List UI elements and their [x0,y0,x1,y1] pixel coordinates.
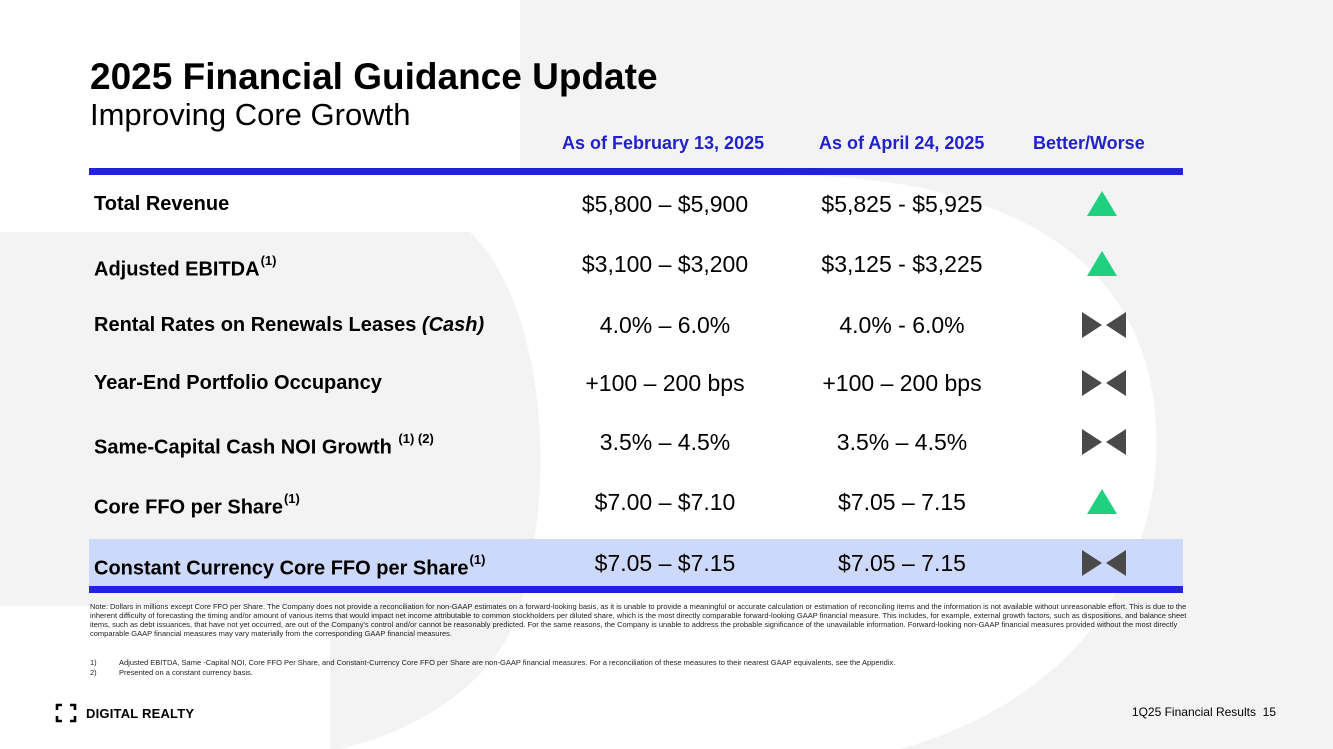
page-subtitle: Improving Core Growth [90,97,411,132]
bowtie-icon [1072,548,1132,578]
column-header-april: As of April 24, 2025 [819,133,985,153]
footnote-marker: (1) [260,253,277,268]
february-value: +100 – 200 bps [585,370,745,396]
table-bottom-divider [89,586,1183,593]
table-row-rental-rates [89,301,1183,349]
cash-qualifier: (Cash) [421,314,485,336]
february-value: $3,100 – $3,200 [581,251,749,277]
logo-wordmark: DIGITAL REALTY [86,705,195,721]
bowtie-icon [1072,368,1132,398]
up-triangle-icon [1072,189,1132,219]
up-triangle-icon [1072,487,1132,517]
april-value: $7.05 – 7.15 [838,489,966,515]
bracket-logo-icon [55,703,77,723]
footnote-2: 2) Presented on a constant currency basis. [90,668,253,677]
footnote-marker: (1) [283,491,300,506]
row-label: Year-End Portfolio Occupancy [94,372,382,394]
february-value: 4.0% – 6.0% [599,312,731,338]
row-label: Core FFO per Share$^{(1)}$ [94,491,300,519]
report-name: 1Q25 Financial Results [1131,705,1256,719]
february-value: $7.05 – $7.15 [594,550,736,576]
bowtie-icon [1072,427,1132,457]
row-label: Adjusted EBITDA$^{(1)}$ [94,253,277,281]
row-label: Same-Capital Cash NOI Growth $^{(1) (2)}$ [94,431,434,459]
table-row-adjusted-ebitda [89,240,1183,288]
february-value: $5,800 – $5,900 [581,191,749,217]
february-value: 3.5% – 4.5% [599,429,731,455]
up-triangle-icon [1072,249,1132,279]
table-row-occupancy [89,359,1183,407]
disclaimer-note: Note: Dollars in millions except Core FFO per Share. The Company does not provide a reconciliation for non-GAAP estimates on a forward-looking basis, as it is unable to provide a meaningful or accurate calculation or estimation of reconciling items and the information is not available without unreasonable effort. This is due to the inherent difficulty of forecasting the timing and/or amount of various items that would impact net income attributable to common stockholders per diluted share, which is the most directly comparable forward-looking GAAP financial measure. This includes, for example, external growth factors, such as dispositions, and balance sheet items, such as debt issuances, that have not yet occurred, are out of the Company's control and/or cannot be reasonably predicted. For the same reasons, the Company is unable to address the probable significance of the unavailable information. Forward-looking non-GAAP financial measures provided without the most directly comparable GAAP financial measures may vary materially from the corresponding GAAP financial measures. [90,602,1187,638]
row-label: Total Revenue [94,193,230,215]
row-label: Rental Rates on Renewals Leases (Cash) [94,314,485,336]
company-logo [55,703,194,723]
footnote-marker: (1) (2) [398,431,434,446]
footnote-marker: (1) [469,552,486,567]
column-header-better-worse: Better/Worse [1033,133,1145,153]
table-row-noi-growth [89,418,1183,466]
april-value: 3.5% – 4.5% [836,429,968,455]
april-value: +100 – 200 bps [822,370,982,396]
april-value: $7.05 – 7.15 [838,550,966,576]
table-row-constant-currency-ffo [89,539,1183,587]
february-value: $7.00 – $7.10 [594,489,736,515]
table-row-total-revenue [89,180,1183,228]
april-value: $5,825 - $5,925 [821,191,983,217]
bowtie-icon [1072,310,1132,340]
page-title: 2025 Financial Guidance Update [90,56,658,97]
row-label: Constant Currency Core FFO per Share$^{(1)}$ [94,552,486,580]
april-value: 4.0% - 6.0% [839,312,965,338]
table-row-core-ffo [89,478,1183,526]
april-value: $3,125 - $3,225 [821,251,983,277]
page-footer [1040,705,1276,719]
footnote-1: 1) Adjusted EBITDA, Same -Capital NOI, Core FFO Per Share, and Constant-Currency Core FFO per Share are non-GAAP financial measures. For a reconciliation of these measures to their nearest GAAP equivalents, see the Appendix. [90,658,896,667]
table-top-divider [89,168,1183,175]
page-number: 15 [1262,705,1276,719]
column-header-february: As of February 13, 2025 [562,133,765,153]
